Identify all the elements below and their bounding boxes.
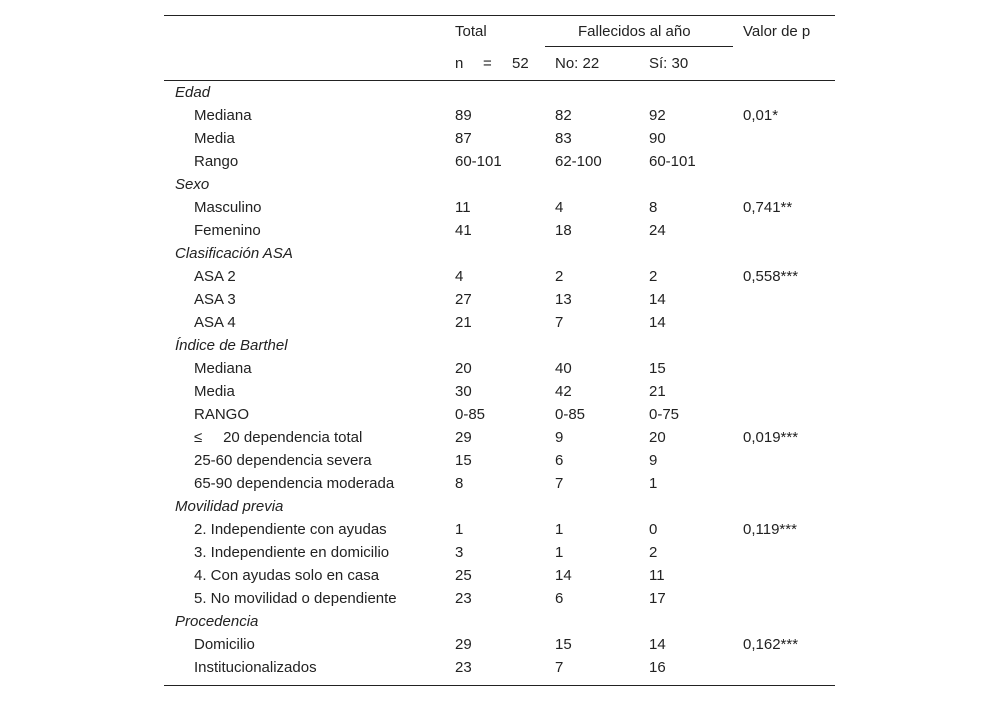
cell-total: 11: [455, 199, 471, 216]
cell-no: 83: [555, 130, 572, 147]
cell-no: 40: [555, 360, 572, 377]
section-label: Procedencia: [175, 613, 259, 630]
cell-no: 1: [555, 521, 564, 538]
cell-p-value: 0,119***: [743, 521, 797, 538]
cell-p-value: 0,01*: [743, 107, 779, 124]
cell-no: 14: [555, 567, 572, 584]
table-row: [164, 656, 835, 679]
cell-no: 13: [555, 291, 572, 308]
section-row: [164, 334, 835, 357]
row-label: Femenino: [194, 222, 261, 239]
table-row: [164, 633, 835, 656]
table-row: [164, 518, 835, 541]
cell-si: 20: [649, 429, 666, 446]
table-row: [164, 403, 835, 426]
row-label: Mediana: [194, 107, 252, 124]
row-label: ≤ 20 dependencia total: [194, 429, 363, 446]
cell-si: 16: [649, 659, 666, 676]
cell-si: 0: [649, 521, 658, 538]
cell-total: 30: [455, 383, 472, 400]
cell-total: 20: [455, 360, 472, 377]
cell-total: 1: [455, 521, 464, 538]
cell-si: 24: [649, 222, 666, 239]
cell-no: 7: [555, 659, 564, 676]
header-valor-p: Valor de p: [743, 23, 811, 40]
cell-total: 41: [455, 222, 472, 239]
cell-total: 89: [455, 107, 472, 124]
cell-no: 15: [555, 636, 572, 653]
cell-si: 15: [649, 360, 666, 377]
cell-total: 29: [455, 636, 472, 653]
cell-si: 2: [649, 544, 658, 561]
cell-no: 18: [555, 222, 572, 239]
cell-no: 6: [555, 452, 564, 469]
cell-total: 21: [455, 314, 472, 331]
cell-si: 90: [649, 130, 666, 147]
row-label: ASA 2: [194, 268, 236, 285]
section-row: [164, 81, 835, 104]
table-row: [164, 449, 835, 472]
row-label: Domicilio: [194, 636, 255, 653]
cell-no: 62-100: [555, 153, 602, 170]
table-row: [164, 104, 835, 127]
section-row: [164, 610, 835, 633]
cell-no: 7: [555, 475, 564, 492]
section-row: [164, 173, 835, 196]
cell-no: 2: [555, 268, 564, 285]
cell-no: 82: [555, 107, 572, 124]
cell-si: 21: [649, 383, 666, 400]
cell-no: 1: [555, 544, 564, 561]
header-no: No: 22: [555, 55, 600, 72]
cell-si: 17: [649, 590, 666, 607]
row-label: 2. Independiente con ayudas: [194, 521, 387, 538]
section-row: [164, 242, 835, 265]
bottom-rule: [164, 685, 835, 686]
row-label: 65-90 dependencia moderada: [194, 475, 395, 492]
row-label: 5. No movilidad o dependiente: [194, 590, 397, 607]
row-label: 4. Con ayudas solo en casa: [194, 567, 380, 584]
cell-total: 87: [455, 130, 472, 147]
row-label: Media: [194, 130, 235, 147]
header-n-value: 52: [512, 55, 529, 72]
cell-si: 2: [649, 268, 658, 285]
row-label: 3. Independiente en domicilio: [194, 544, 390, 561]
cell-p-value: 0,558***: [743, 268, 799, 285]
table-row: [164, 150, 835, 173]
row-label: Rango: [194, 153, 239, 170]
table-row: [164, 564, 835, 587]
table-row: [164, 265, 835, 288]
section-label: Índice de Barthel: [175, 337, 288, 354]
top-rule: [164, 15, 835, 16]
cell-total: 27: [455, 291, 472, 308]
cell-si: 60-101: [649, 153, 696, 170]
table-row: [164, 127, 835, 150]
cell-si: 9: [649, 452, 658, 469]
cell-total: 60-101: [455, 153, 502, 170]
row-label: 25-60 dependencia severa: [194, 452, 372, 469]
cell-total: 23: [455, 590, 472, 607]
row-label: Media: [194, 383, 235, 400]
cell-p-value: 0,162***: [743, 636, 799, 653]
table-row: [164, 587, 835, 610]
table-row: [164, 541, 835, 564]
cell-total: 23: [455, 659, 472, 676]
table-row: [164, 196, 835, 219]
cell-total: 0-85: [455, 406, 486, 423]
cell-si: 0-75: [649, 406, 680, 423]
cell-total: 8: [455, 475, 464, 492]
table-row: [164, 380, 835, 403]
cell-si: 14: [649, 636, 666, 653]
cell-no: 6: [555, 590, 564, 607]
section-row: [164, 495, 835, 518]
section-label: Edad: [175, 84, 211, 101]
cell-no: 9: [555, 429, 564, 446]
cell-total: 3: [455, 544, 464, 561]
group-rule: [545, 46, 733, 47]
row-label: ASA 4: [194, 314, 236, 331]
header-total: Total: [455, 23, 487, 40]
row-label: ASA 3: [194, 291, 236, 308]
header-fallecidos: Fallecidos al año: [578, 23, 691, 40]
cell-si: 92: [649, 107, 666, 124]
table-row: [164, 357, 835, 380]
cell-p-value: 0,741**: [743, 199, 793, 216]
cell-total: 15: [455, 452, 472, 469]
section-label: Clasificación ASA: [175, 245, 293, 262]
cell-no: 7: [555, 314, 564, 331]
row-label: Mediana: [194, 360, 252, 377]
cell-si: 14: [649, 314, 666, 331]
cell-no: 0-85: [555, 406, 586, 423]
header-n-label: n: [455, 55, 464, 72]
table-row: [164, 472, 835, 495]
row-label: Masculino: [194, 199, 262, 216]
cell-si: 14: [649, 291, 666, 308]
cell-no: 4: [555, 199, 564, 216]
section-label: Sexo: [175, 176, 210, 193]
table-row: [164, 426, 835, 449]
cell-no: 42: [555, 383, 572, 400]
cell-total: 4: [455, 268, 464, 285]
header-si: Sí: 30: [649, 55, 689, 72]
section-label: Movilidad previa: [175, 498, 284, 515]
row-label: Institucionalizados: [194, 659, 317, 676]
cell-si: 8: [649, 199, 658, 216]
row-label: RANGO: [194, 406, 250, 423]
cell-si: 11: [649, 567, 665, 584]
cell-total: 25: [455, 567, 472, 584]
cell-si: 1: [649, 475, 658, 492]
table-row: [164, 219, 835, 242]
header-n-eq: =: [483, 55, 492, 72]
cell-p-value: 0,019***: [743, 429, 799, 446]
cell-total: 29: [455, 429, 472, 446]
table-row: [164, 288, 835, 311]
table-row: [164, 311, 835, 334]
